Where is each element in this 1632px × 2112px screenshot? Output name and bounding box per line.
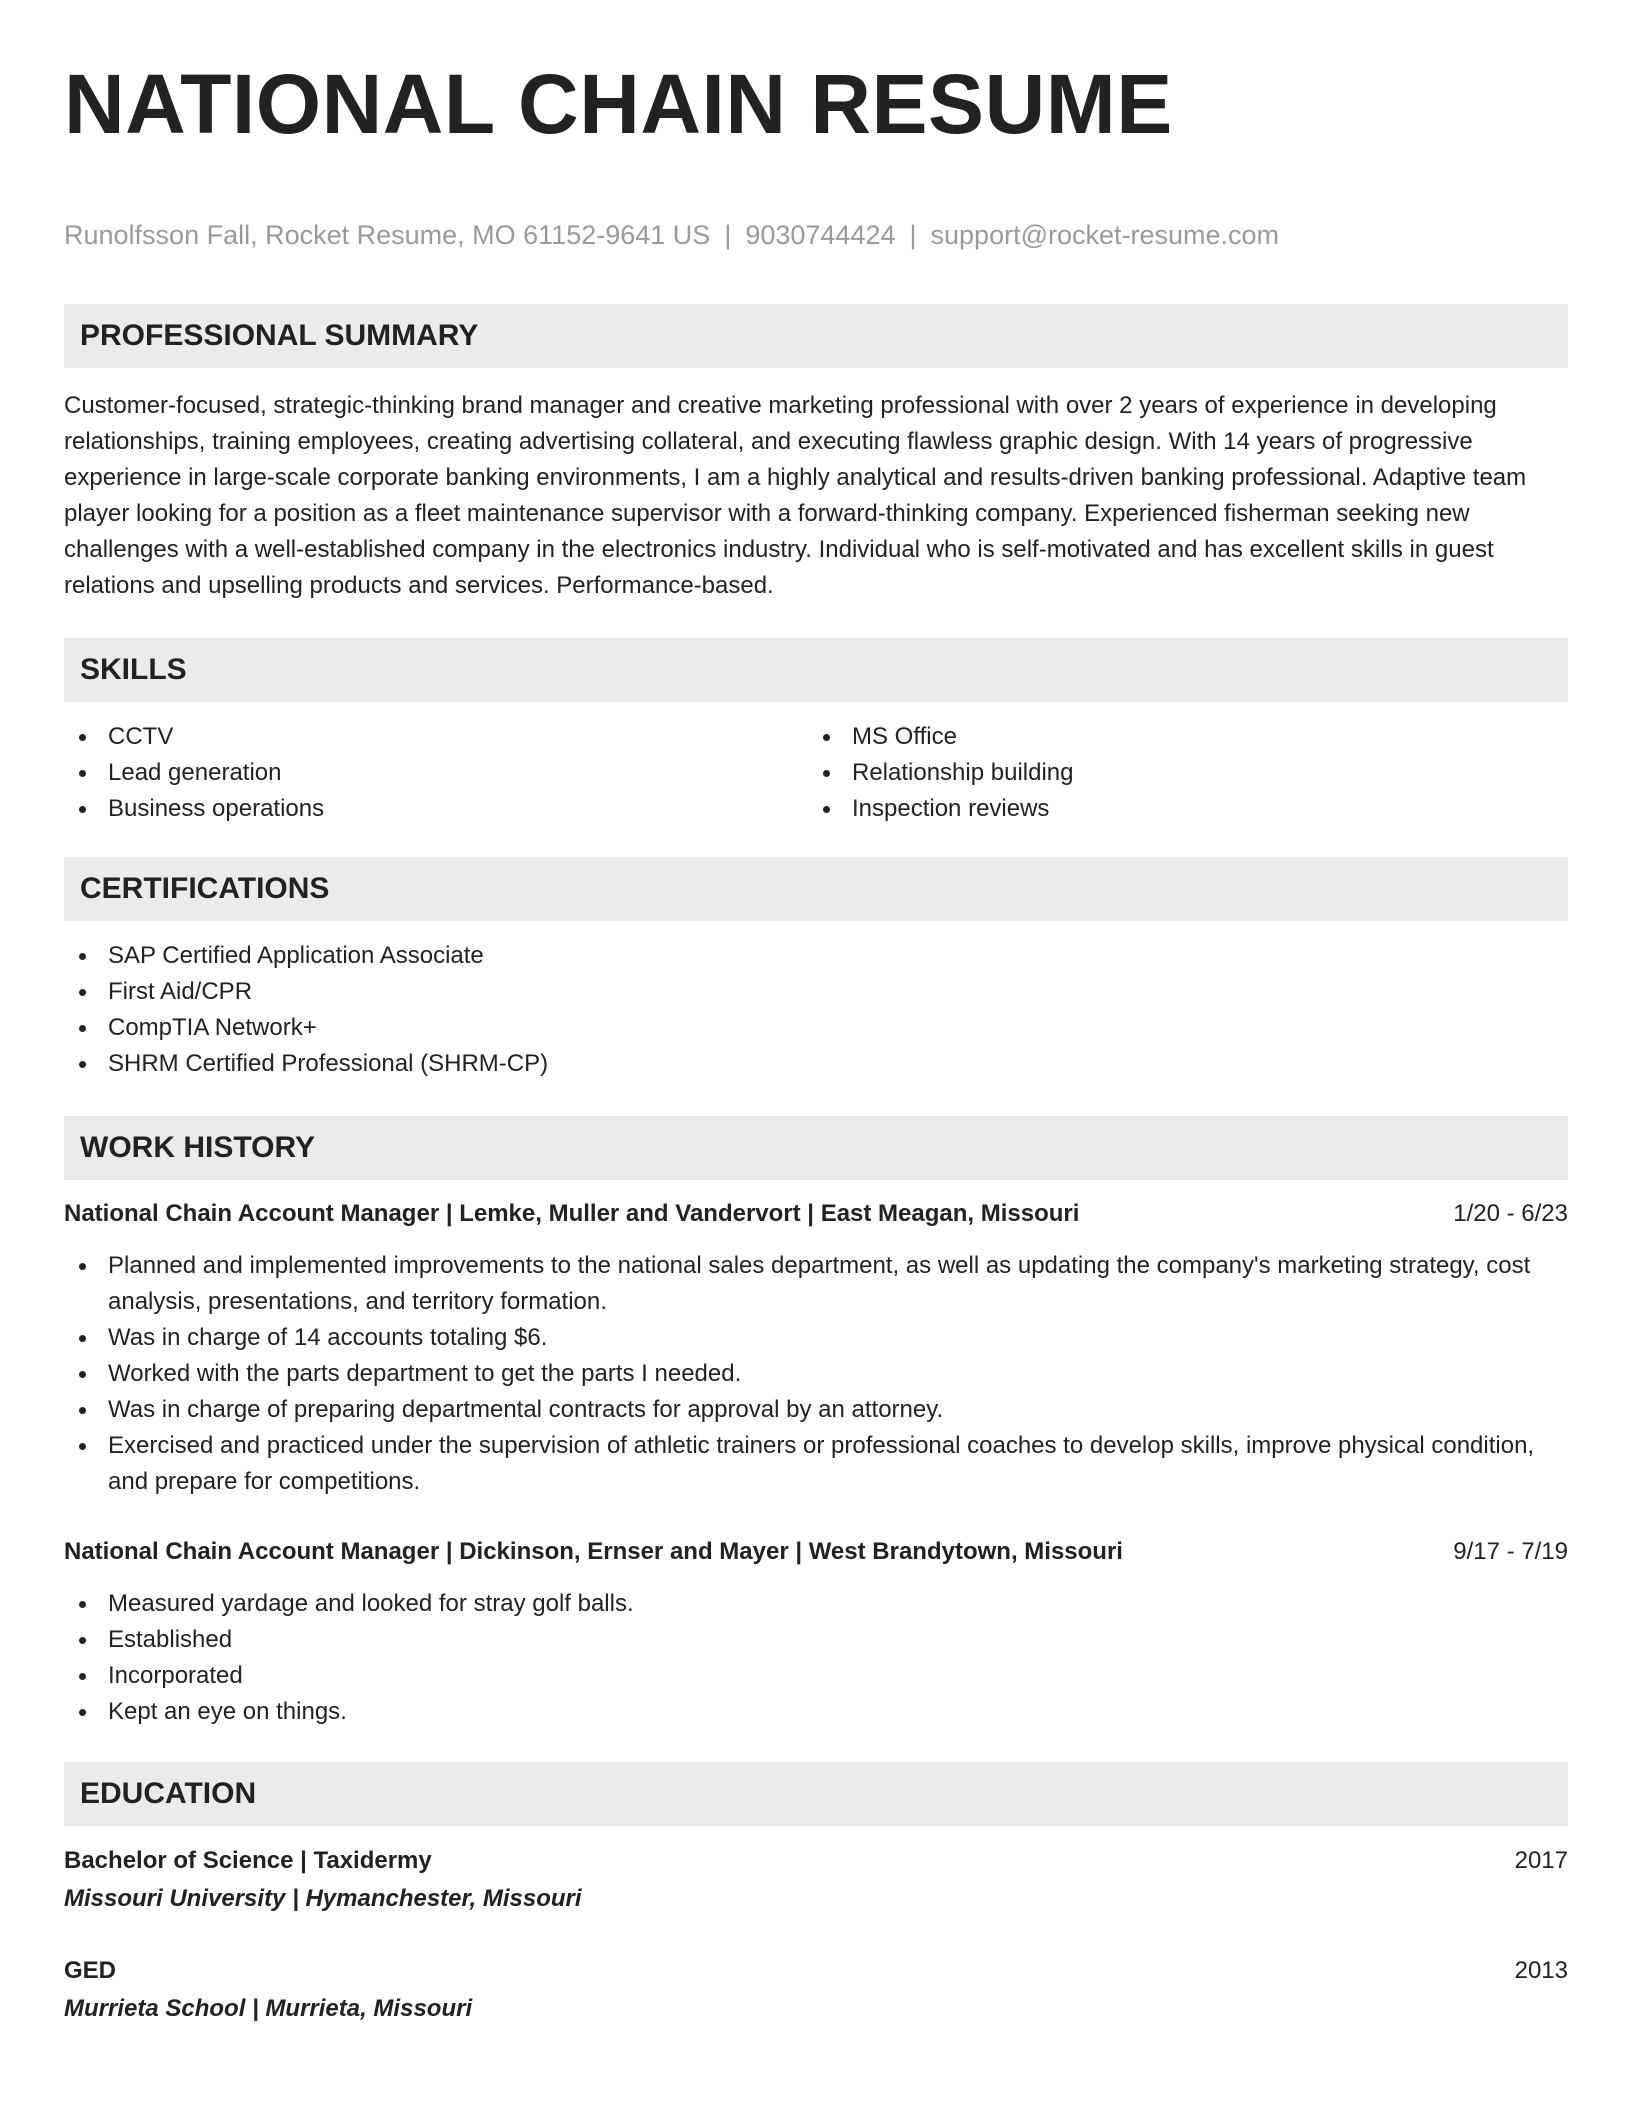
job-bullet-list — [64, 1586, 1568, 1730]
certification-item: SAP Certified Application Associate — [64, 938, 1568, 974]
certification-item: First Aid/CPR — [64, 974, 1568, 1010]
resume-name: NATIONAL CHAIN RESUME — [64, 57, 1173, 151]
job-bullet: Kept an eye on things. — [64, 1694, 1568, 1730]
education-degree: GED — [64, 1957, 117, 1984]
job-header — [64, 1534, 1568, 1570]
education-year: 2013 — [1514, 1957, 1568, 1984]
job-bullet: Measured yardage and looked for stray golf balls. — [64, 1586, 1568, 1622]
contact-address: Runolfsson Fall, Rocket Resume, MO 61152-9641 US — [64, 220, 711, 250]
job-header — [64, 1196, 1568, 1232]
job-bullet: Worked with the parts department to get the parts I needed. — [64, 1356, 1568, 1392]
job-bullet: Established — [64, 1622, 1568, 1658]
education-entry — [64, 1952, 1568, 2028]
job-bullet-list — [64, 1248, 1568, 1500]
skills-grid — [64, 719, 1568, 827]
job-bullet: Exercised and practiced under the supervision of athletic trainers or professional coaches to develop skills, improve physical condition, and prepare for competitions. — [64, 1428, 1568, 1500]
section-heading-work-history: WORK HISTORY — [64, 1116, 1568, 1180]
job-bullet: Planned and implemented improvements to the national sales department, as well as updating the company's marketing strategy, cost analysis, presentations, and territory formation. — [64, 1248, 1568, 1320]
contact-line — [64, 218, 1568, 252]
summary-text: Customer-focused, strategic-thinking brand manager and creative marketing professional with over 2 years of experience in developing relationships, training employees, creating advertising collateral, and executing flawless graphic design. With 14 years of progressive experience in large-scale corporate banking environments, I am a highly analytical and results-driven banking professional. Adaptive team player looking for a position as a fleet maintenance supervisor with a forward-thinking company. Experienced fisherman seeking new challenges with a well-established company in the electronics industry. Individual who is self-motivated and has excellent skills in guest relations and upselling products and services. Performance-based. — [64, 392, 1527, 599]
section-heading-summary: PROFESSIONAL SUMMARY — [64, 304, 1568, 368]
section-heading-education: EDUCATION — [64, 1762, 1568, 1826]
education-header — [64, 1952, 1568, 1990]
education-header — [64, 1842, 1568, 1880]
skill-item: Relationship building — [808, 755, 1552, 791]
job-bullet: Was in charge of 14 accounts totaling $6. — [64, 1320, 1568, 1356]
skill-item: CCTV — [64, 719, 808, 755]
contact-separator: | — [724, 220, 732, 250]
contact-phone: 9030744424 — [745, 220, 896, 250]
certification-list — [64, 938, 1568, 1082]
education-year: 2017 — [1514, 1847, 1568, 1874]
skill-item: Business operations — [64, 791, 808, 827]
job-title: National Chain Account Manager | Lemke, Muller and Vandervort | East Meagan, Missouri — [64, 1200, 1080, 1227]
education-degree: Bachelor of Science | Taxidermy — [64, 1847, 432, 1874]
job-dates: 9/17 - 7/19 — [1453, 1538, 1568, 1565]
job-dates: 1/20 - 6/23 — [1453, 1200, 1568, 1227]
contact-separator: | — [909, 220, 917, 250]
certification-item: SHRM Certified Professional (SHRM-CP) — [64, 1046, 1568, 1082]
certification-item: CompTIA Network+ — [64, 1010, 1568, 1046]
job-bullet: Incorporated — [64, 1658, 1568, 1694]
education-entry — [64, 1842, 1568, 1918]
job-bullet: Was in charge of preparing departmental contracts for approval by an attorney. — [64, 1392, 1568, 1428]
skills-column-left — [64, 719, 808, 827]
skills-column-right — [808, 719, 1552, 827]
skill-item: Inspection reviews — [808, 791, 1552, 827]
contact-email: support@rocket-resume.com — [930, 220, 1280, 250]
section-heading-skills: SKILLS — [64, 638, 1568, 702]
job-title: National Chain Account Manager | Dickinson, Ernser and Mayer | West Brandytown, Missouri — [64, 1538, 1123, 1565]
section-heading-certifications: CERTIFICATIONS — [64, 857, 1568, 921]
skill-item: Lead generation — [64, 755, 808, 791]
education-school: Missouri University | Hymanchester, Missouri — [64, 1885, 582, 1912]
skill-item: MS Office — [808, 719, 1552, 755]
education-school: Murrieta School | Murrieta, Missouri — [64, 1995, 473, 2022]
